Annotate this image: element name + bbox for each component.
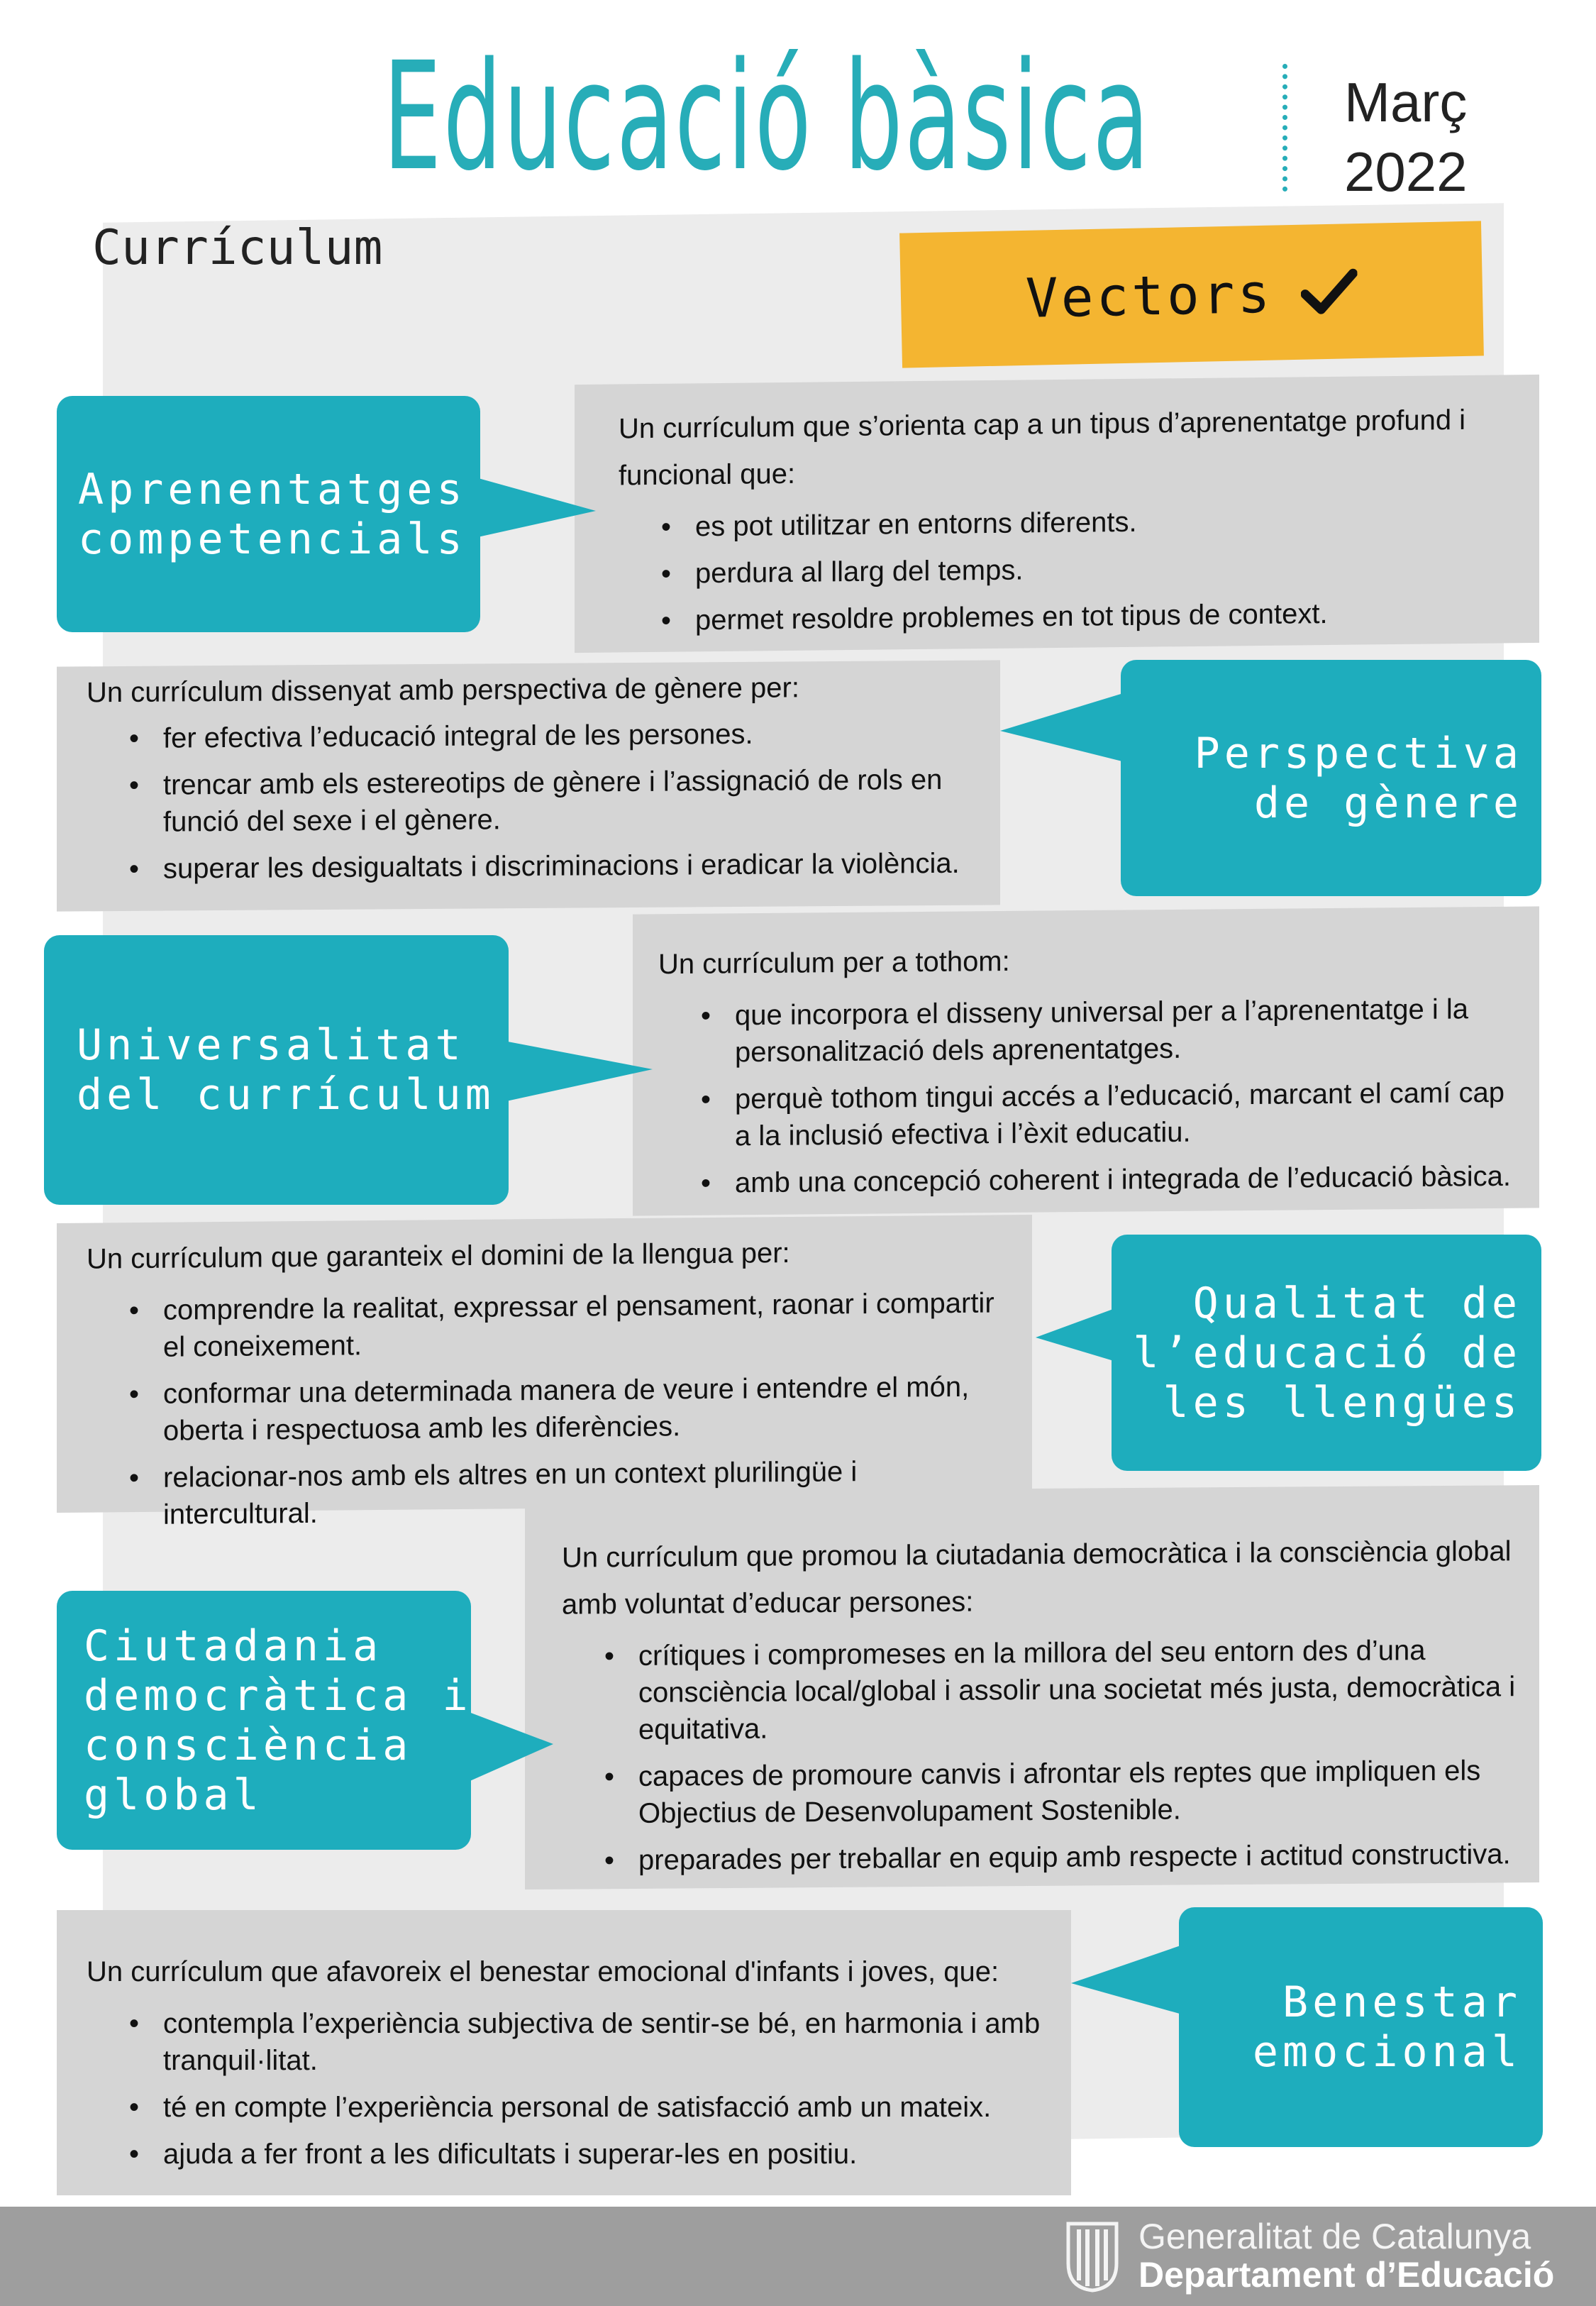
section-intro: Un currículum que promou la ciutadania democràtica i la consciència global amb voluntat d’educar persones: (562, 1535, 1512, 1621)
title-line: l’educació de (1133, 1328, 1522, 1378)
title-line: del currículum (77, 1070, 495, 1120)
list-item: • permet resoldre problemes en tot tipus de context. (619, 593, 1511, 639)
section-perspectiva-title (1121, 660, 1541, 896)
section-benestar-title (1179, 1907, 1543, 2147)
title-line: Perspectiva (1194, 728, 1523, 778)
section-perspectiva-text (57, 660, 1000, 911)
title-line: competencials (78, 514, 467, 564)
section-qualitat-text (57, 1215, 1032, 1530)
list-item: • es pot utilitzar en entorns diferents. (619, 500, 1511, 546)
subtitle: Currículum (92, 220, 383, 276)
list-item: • amb una concepció coherent i integrada de l’educació bàsica. (658, 1158, 1518, 1203)
title-line: Qualitat de (1192, 1278, 1522, 1328)
section-intro: Un currículum per a tothom: (658, 945, 1010, 981)
vectors-badge (899, 221, 1484, 368)
generalitat-logo-icon (1064, 2219, 1121, 2293)
footer-departament: Departament d’Educació (1138, 2255, 1555, 2295)
bullet-list (87, 2005, 1050, 2173)
date-year: 2022 (1344, 140, 1468, 203)
title-line: de gènere (1253, 778, 1523, 828)
title-line: democràtica i (84, 1670, 472, 1721)
checkmark-icon (1300, 266, 1358, 317)
bullet-list (87, 715, 972, 888)
title-line: emocional (1252, 2027, 1522, 2077)
section-universalitat-title (44, 935, 509, 1205)
list-item: • fer efectiva l’educació integral de les persones. (87, 715, 972, 758)
section-ciutadania-text (525, 1485, 1539, 1890)
section-intro: Un currículum que afavoreix el benestar emocional d'infants i joves, que: (87, 1956, 999, 1987)
section-aprenentatges-text (575, 375, 1539, 653)
title-line: Universalitat (77, 1020, 465, 1070)
section-ciutadania-title (57, 1591, 471, 1850)
list-item: • perquè tothom tingui accés a l’educació, marcant el camí cap a la inclusió efectiva i l’èxit educatiu. (658, 1074, 1518, 1156)
section-benestar-text (57, 1910, 1071, 2195)
list-item: • conformar una determinada manera de veure i entendre el món, oberta i respectuosa amb les diferències. (87, 1368, 1004, 1450)
bullet-list (658, 991, 1518, 1203)
list-item: • relacionar-nos amb els altres en un context plurilingüe i intercultural. (87, 1452, 1004, 1533)
section-qualitat-title (1112, 1235, 1541, 1471)
dotted-divider (1282, 64, 1287, 192)
section-intro: Un currículum dissenyat amb perspectiva de gènere per: (87, 672, 799, 709)
list-item: • capaces de promoure canvis i afrontar els reptes que impliquen els Objectius de Desenvolupament Sostenible. (562, 1752, 1518, 1832)
bullet-list (562, 1631, 1518, 1879)
list-item: • que incorpora el disseny universal per a l’aprenentatge i la personalització dels aprenentatges. (658, 991, 1518, 1072)
callout-pointer (497, 1032, 667, 1110)
section-intro: Un currículum que garanteix el domini de la llengua per: (87, 1237, 790, 1275)
bullet-list (619, 500, 1511, 639)
list-item: • perdura al llarg del temps. (619, 546, 1511, 592)
callout-pointer (1057, 1944, 1192, 2022)
list-item: • ajuda a fer front a les dificultats i superar-les en positiu. (87, 2136, 1050, 2173)
callout-pointer (468, 468, 610, 546)
list-item: • contempla l’experiència subjectiva de sentir-se bé, en harmonia i amb tranquil·litat. (87, 2005, 1050, 2079)
section-aprenentatges-title (57, 396, 480, 632)
section-universalitat-text (633, 906, 1539, 1215)
callout-pointer (986, 692, 1142, 770)
title-line: consciència (84, 1720, 413, 1770)
list-item: • comprendre la realitat, expressar el pensament, raonar i compartir el coneixement. (87, 1284, 1004, 1366)
page-title: Educació bàsica (383, 30, 1151, 204)
title-line: global (84, 1770, 263, 1820)
list-item: • superar les desigualtats i discriminacions i eradicar la violència. (87, 845, 972, 888)
list-item: • preparades per treballar en equip amb respecte i actitud constructiva. (562, 1836, 1518, 1879)
vectors-label: Vectors (1024, 261, 1274, 330)
date-month: Març (1344, 71, 1468, 133)
list-item: • crítiques i compromeses en la millora del seu entorn des d’una consciència local/global i assolir una societat més justa, democràtica i equitativa. (562, 1631, 1518, 1748)
title-line: Aprenentatges (78, 464, 467, 514)
list-item: • trencar amb els estereotips de gènere i l’assignació de rols en funció del sexe i el gènere. (87, 761, 972, 842)
title-line: Benestar (1282, 1977, 1522, 2027)
footer (0, 2207, 1596, 2306)
date (1344, 67, 1571, 206)
footer-generalitat: Generalitat de Catalunya (1138, 2217, 1531, 2256)
section-intro: Un currículum que s’orienta cap a un tipus d’aprenentatge profund i funcional que: (619, 404, 1466, 492)
title-line: Ciutadania (84, 1621, 383, 1671)
title-line: les llengües (1163, 1377, 1522, 1428)
list-item: • té en compte l’experiència personal de satisfacció amb un mateix. (87, 2089, 1050, 2126)
